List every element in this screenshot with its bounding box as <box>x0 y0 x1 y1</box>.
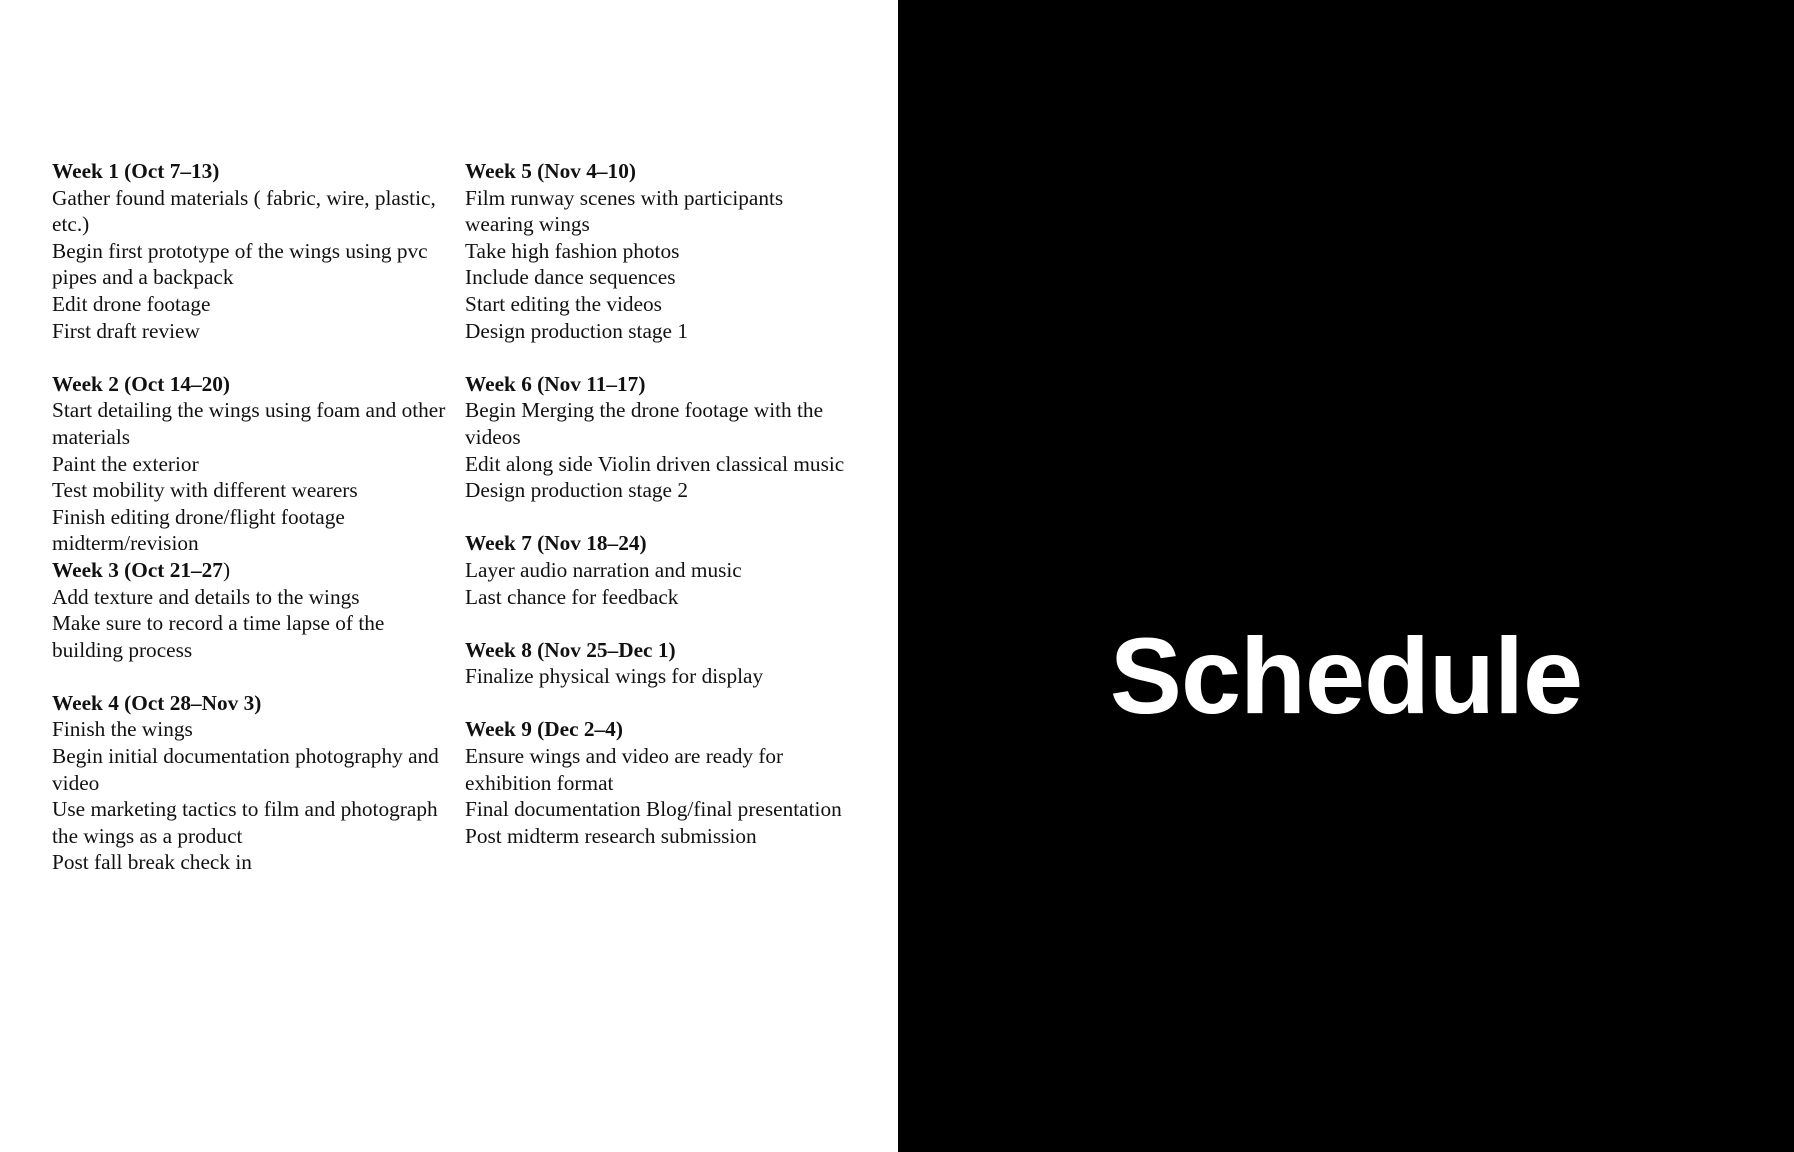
week-2-task: Start detailing the wings using foam and other materials <box>52 398 446 449</box>
week-7-title: Week 7 (Nov 18–24) <box>465 531 647 556</box>
week-6-block <box>465 371 855 504</box>
schedule-column-right <box>465 158 855 876</box>
week-5-task: Start editing the videos <box>465 291 662 316</box>
week-1-title: Week 1 (Oct 7–13) <box>52 159 220 183</box>
week-2-task: Test mobility with different wearers <box>52 478 358 503</box>
schedule-column-left <box>52 158 452 903</box>
week-4-task: Finish the wings <box>52 717 193 742</box>
week-5-title: Week 5 (Nov 4–10) <box>465 159 636 183</box>
page-title: Schedule <box>1109 615 1583 736</box>
week-9-task: Post midterm research submission <box>465 823 757 848</box>
week-1-task: Edit drone footage <box>52 291 211 316</box>
week-1-task: Gather found materials ( fabric, wire, plastic, etc.) <box>52 185 436 237</box>
week-5-block <box>465 158 855 344</box>
week-4-block <box>52 690 452 876</box>
week-5-task: Include dance sequences <box>465 265 676 290</box>
week-7-block <box>465 530 855 610</box>
week-5-task: Take high fashion photos <box>465 238 680 263</box>
week-8-task: Finalize physical wings for display <box>465 664 764 689</box>
week-8-title: Week 8 (Nov 25–Dec 1) <box>465 637 676 662</box>
week-7-task: Last chance for feedback <box>465 584 679 609</box>
week-1-task: Begin first prototype of the wings using pvc pipes and a backpack <box>52 238 428 290</box>
week-9-block <box>465 716 855 849</box>
week-3-task: Make sure to record a time lapse of the building process <box>52 611 385 662</box>
week-1-block <box>52 158 452 344</box>
week-4-title: Week 4 (Oct 28–Nov 3) <box>52 690 262 715</box>
week-3-title: Week 3 (Oct 21–27) <box>52 557 231 582</box>
week-6-task: Design production stage 2 <box>465 478 688 503</box>
week-4-task: Begin initial documentation photography and video <box>52 744 439 795</box>
week-2-task: Paint the exterior <box>52 451 199 476</box>
week-5-task: Film runway scenes with participants wearing wings <box>465 185 784 237</box>
week-9-task: Ensure wings and video are ready for exhibition format <box>465 744 784 795</box>
week-7-task: Layer audio narration and music <box>465 557 742 582</box>
week-3-block <box>52 557 452 663</box>
week-9-task: Final documentation Blog/final presentation <box>465 797 842 822</box>
title-page <box>898 0 1794 1152</box>
week-2-block <box>52 371 452 557</box>
week-1-task: First draft review <box>52 318 200 343</box>
week-6-task: Begin Merging the drone footage with the videos <box>465 398 824 449</box>
week-2-task: Finish editing drone/flight footage midterm/revision <box>52 504 345 556</box>
week-4-task: Use marketing tactics to film and photograph the wings as a product <box>52 797 438 848</box>
week-6-task: Edit along side Violin driven classical music <box>465 451 845 476</box>
week-4-task: Post fall break check in <box>52 850 252 875</box>
week-6-title: Week 6 (Nov 11–17) <box>465 371 646 396</box>
week-3-task: Add texture and details to the wings <box>52 584 360 609</box>
week-8-block <box>465 637 855 690</box>
week-5-task: Design production stage 1 <box>465 318 688 343</box>
week-9-title: Week 9 (Dec 2–4) <box>465 717 623 742</box>
week-2-title: Week 2 (Oct 14–20) <box>52 371 231 396</box>
